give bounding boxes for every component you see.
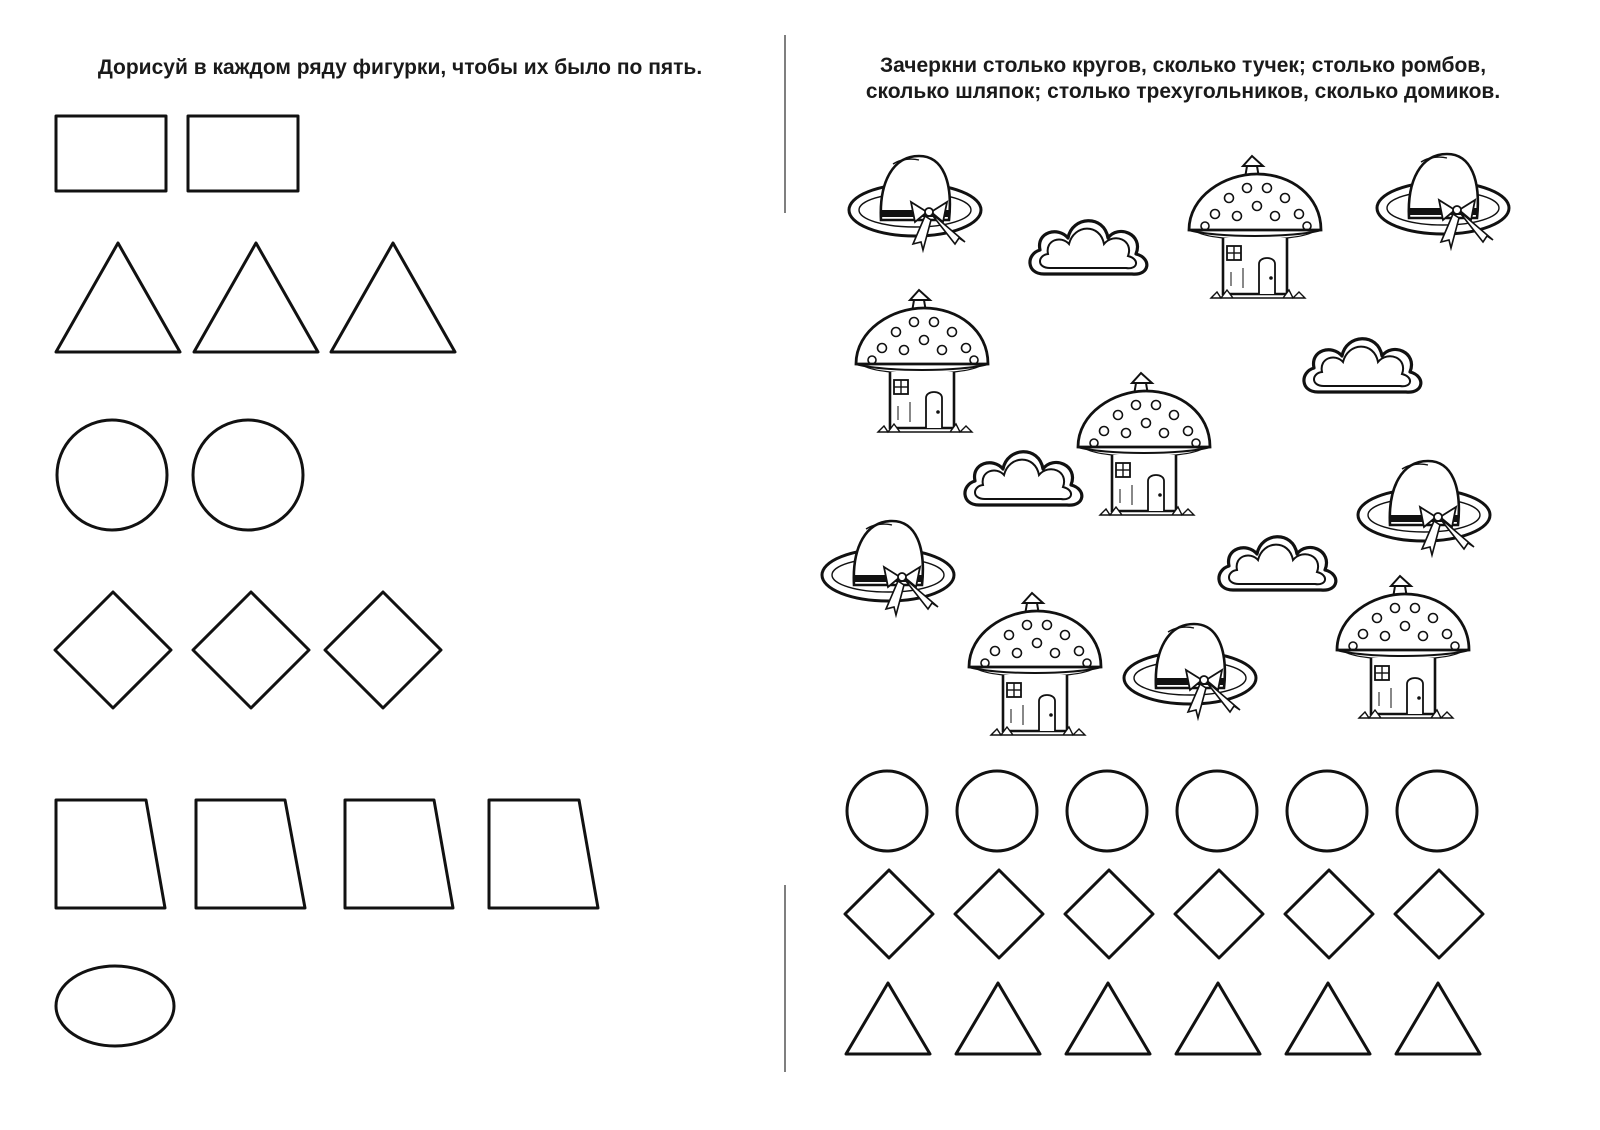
- left-row-ovals: [56, 966, 174, 1046]
- oval-shape: [56, 966, 174, 1046]
- circle-shape: [193, 420, 303, 530]
- trapezoid-shape: [489, 800, 598, 908]
- circle-shape: [957, 771, 1037, 851]
- left-row-circles: [57, 420, 303, 530]
- cloud-picture: [1219, 537, 1336, 590]
- rhombus-shape: [955, 870, 1043, 958]
- right-instruction-line-2: сколько шляпок; столько трехугольников, сколько домиков.: [865, 80, 1501, 104]
- hat-picture: [1358, 461, 1490, 555]
- triangle-shape: [194, 243, 318, 352]
- hat-picture: [849, 156, 981, 250]
- triangle-shape: [846, 983, 930, 1054]
- triangle-shape: [1286, 983, 1370, 1054]
- rhombus-shape: [1285, 870, 1373, 958]
- cloud-picture: [1030, 221, 1147, 274]
- triangle-shape: [56, 243, 180, 352]
- triangle-shape: [956, 983, 1040, 1054]
- mushroom-house-picture: [1189, 156, 1321, 298]
- left-task-instruction: Дорисуй в каждом ряду фигурки, чтобы их было по пять.: [97, 56, 703, 79]
- hat-picture: [822, 521, 954, 615]
- circle-shape: [1177, 771, 1257, 851]
- rhombus-shape: [1395, 870, 1483, 958]
- mushroom-house-picture: [856, 290, 988, 432]
- circle-shape: [57, 420, 167, 530]
- mushroom-house-picture: [1078, 373, 1210, 515]
- right-row-triangles: [846, 983, 1480, 1054]
- left-row-rectangles: [56, 116, 298, 191]
- triangle-shape: [1396, 983, 1480, 1054]
- left-row-rhombuses: [55, 592, 441, 708]
- rhombus-shape: [325, 592, 441, 708]
- rhombus-shape: [1065, 870, 1153, 958]
- trapezoid-shape: [196, 800, 305, 908]
- mushroom-house-picture: [1337, 576, 1469, 718]
- pictures-area: [822, 154, 1509, 735]
- cloud-picture: [965, 452, 1082, 505]
- triangle-shape: [1176, 983, 1260, 1054]
- left-row-trapezoids: [56, 800, 598, 908]
- right-instruction-line-1: Зачеркни столько кругов, сколько тучек; столько ромбов,: [879, 54, 1487, 77]
- circle-shape: [1287, 771, 1367, 851]
- circle-shape: [1067, 771, 1147, 851]
- right-row-rhombuses: [845, 870, 1483, 958]
- cloud-picture: [1304, 339, 1421, 392]
- triangle-shape: [331, 243, 455, 352]
- right-row-circles: [847, 771, 1477, 851]
- rhombus-shape: [845, 870, 933, 958]
- rhombus-shape: [55, 592, 171, 708]
- rectangle-shape: [56, 116, 166, 191]
- rhombus-shape: [193, 592, 309, 708]
- hat-picture: [1124, 624, 1256, 718]
- triangle-shape: [1066, 983, 1150, 1054]
- left-row-triangles: [56, 243, 455, 352]
- trapezoid-shape: [345, 800, 453, 908]
- rectangle-shape: [188, 116, 298, 191]
- circle-shape: [1397, 771, 1477, 851]
- hat-picture: [1377, 154, 1509, 248]
- mushroom-house-picture: [969, 593, 1101, 735]
- rhombus-shape: [1175, 870, 1263, 958]
- trapezoid-shape: [56, 800, 165, 908]
- circle-shape: [847, 771, 927, 851]
